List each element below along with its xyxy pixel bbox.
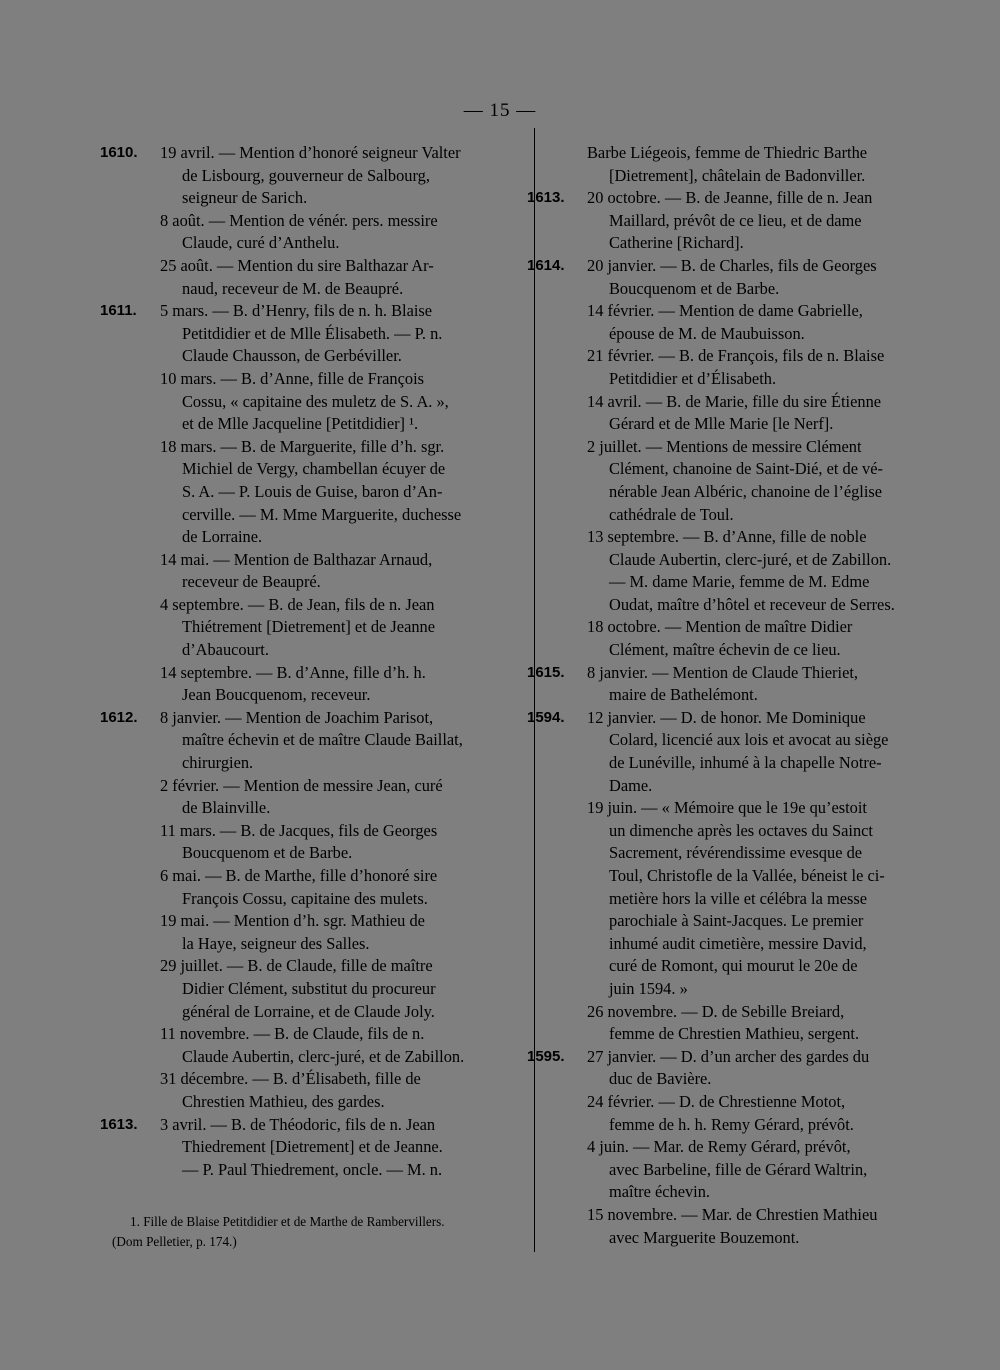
register-entry bbox=[527, 662, 947, 707]
entry-line: 11 mars. — B. de Jacques, fils de Georges bbox=[160, 820, 438, 840]
entry-year: 1613. bbox=[527, 189, 565, 207]
register-entry bbox=[527, 616, 947, 661]
entry-line: Clément, chanoine de Saint-Dié, et de vé- bbox=[609, 459, 883, 479]
entry-line: 4 septembre. — B. de Jean, fils de n. Jean bbox=[160, 594, 435, 614]
entry-line: épouse de M. de Maubuisson. bbox=[609, 323, 805, 343]
entry-line: 27 janvier. — D. d’un archer des gardes du bbox=[587, 1046, 870, 1066]
entry-line: 14 avril. — B. de Marie, fille du sire Étienne bbox=[587, 391, 882, 411]
entry-line: 24 février. — D. de Chrestienne Motot, bbox=[587, 1091, 846, 1111]
entry-line: Dame. bbox=[609, 775, 653, 795]
entry-line: receveur de Beaupré. bbox=[182, 572, 321, 592]
entry-line: 2 février. — Mention de messire Jean, curé bbox=[160, 775, 443, 795]
entry-line: Colard, licencié aux lois et avocat au siège bbox=[609, 730, 889, 750]
entry-line: curé de Romont, qui mourut le 20e de bbox=[609, 956, 858, 976]
register-entry bbox=[100, 549, 520, 594]
entry-line: Barbe Liégeois, femme de Thiedric Barthe bbox=[587, 143, 868, 162]
register-entry bbox=[527, 300, 947, 345]
entry-line: 19 juin. — « Mémoire que le 19e qu’estoit bbox=[587, 798, 867, 818]
entry-line: 6 mai. — B. de Marthe, fille d’honoré sire bbox=[160, 866, 438, 885]
entry-line: — P. Paul Thiedrement, oncle. — M. n. bbox=[182, 1159, 443, 1179]
entry-line: Maillard, prévôt de ce lieu, et de dame bbox=[609, 210, 862, 230]
register-entry bbox=[100, 707, 520, 775]
entry-line: 31 décembre. — B. d’Élisabeth, fille de bbox=[160, 1069, 421, 1089]
entry-line: metière hors la ville et célébra la messe bbox=[609, 888, 868, 908]
entry-line: maître échevin. bbox=[609, 1182, 711, 1202]
entry-line: 8 janvier. — Mention de Claude Thieriet, bbox=[587, 662, 858, 682]
entry-line: duc de Bavière. bbox=[609, 1069, 712, 1089]
entry-line: 14 février. — Mention de dame Gabrielle, bbox=[587, 301, 863, 321]
entry-line: 25 août. — Mention du sire Balthazar Ar- bbox=[160, 255, 434, 275]
entry-line: de Lunéville, inhumé à la chapelle Notre- bbox=[609, 753, 882, 773]
entry-line: maître échevin et de maître Claude Baillat, bbox=[182, 730, 463, 750]
entry-line: Michiel de Vergy, chambellan écuyer de bbox=[182, 459, 446, 479]
register-entry bbox=[100, 1068, 520, 1113]
entry-line: 26 novembre. — D. de Sebille Breiard, bbox=[587, 1001, 845, 1021]
register-entry bbox=[527, 1046, 947, 1091]
register-entry bbox=[100, 775, 520, 820]
entry-line: et de Mlle Jacqueline [Petitdidier] ¹. bbox=[182, 414, 419, 434]
entry-line: 18 mars. — B. de Marguerite, fille d’h. sgr. bbox=[160, 436, 445, 456]
register-entry bbox=[100, 1114, 520, 1182]
entry-line: parochiale à Saint-Jacques. Le premier bbox=[609, 911, 864, 931]
entry-line: 5 mars. — B. d’Henry, fils de n. h. Blaise bbox=[160, 301, 433, 321]
entry-line: 15 novembre. — Mar. de Chrestien Mathieu bbox=[587, 1204, 878, 1224]
register-entry bbox=[527, 1091, 947, 1136]
entry-line: 14 mai. — Mention de Balthazar Arnaud, bbox=[160, 549, 433, 569]
entry-year: 1615. bbox=[527, 663, 565, 681]
register-entry bbox=[100, 210, 520, 255]
entry-year: 1610. bbox=[100, 144, 138, 161]
register-entry bbox=[527, 1204, 947, 1249]
entry-line: 18 octobre. — Mention de maître Didier bbox=[587, 617, 853, 637]
entry-line: inhumé audit cimetière, messire David, bbox=[609, 933, 867, 953]
register-entry bbox=[527, 526, 947, 616]
entry-line: 20 janvier. — B. de Charles, fils de Georges bbox=[587, 255, 877, 275]
entry-line: chirurgien. bbox=[182, 753, 254, 773]
entry-line: Claude Aubertin, clerc-juré, et de Zabillon. bbox=[182, 1046, 465, 1066]
entry-line: Toul, Christofle de la Vallée, béneist le ci- bbox=[609, 866, 885, 885]
entry-line: [Dietrement], châtelain de Badonviller. bbox=[609, 165, 866, 185]
entry-line: S. A. — P. Louis de Guise, baron d’An- bbox=[182, 481, 443, 501]
entry-line: Petitdidier et d’Élisabeth. bbox=[609, 368, 777, 388]
entry-line: femme de Chrestien Mathieu, sergent. bbox=[609, 1024, 860, 1044]
footnote-line: (Dom Pelletier, p. 174.) bbox=[112, 1234, 237, 1249]
entry-line: cathédrale de Toul. bbox=[609, 504, 734, 524]
entry-line: Thiétrement [Dietrement] et de Jeanne bbox=[182, 617, 436, 637]
register-entry bbox=[527, 797, 947, 1000]
entry-line: 10 mars. — B. d’Anne, fille de François bbox=[160, 368, 425, 388]
entry-year: 1611. bbox=[100, 302, 137, 320]
register-entry bbox=[527, 391, 947, 436]
entry-year: 1614. bbox=[527, 256, 565, 274]
entry-line: François Cossu, capitaine des mulets. bbox=[182, 888, 428, 908]
entry-line: de Lisbourg, gouverneur de Salbourg, bbox=[182, 165, 430, 185]
register-entry bbox=[100, 662, 520, 707]
entry-line: Oudat, maître d’hôtel et receveur de Serres. bbox=[609, 594, 895, 614]
entry-line: 2 juillet. — Mentions de messire Clément bbox=[587, 436, 862, 456]
entry-line: 4 juin. — Mar. de Remy Gérard, prévôt, bbox=[587, 1137, 851, 1157]
entry-line: maire de Bathelémont. bbox=[609, 685, 758, 705]
register-entry bbox=[527, 345, 947, 390]
entry-line: cerville. — M. Mme Marguerite, duchesse bbox=[182, 504, 462, 524]
entry-line: de Lorraine. bbox=[182, 527, 263, 547]
entry-line: 20 octobre. — B. de Jeanne, fille de n. Jean bbox=[587, 188, 873, 208]
entry-line: nérable Jean Albéric, chanoine de l’église bbox=[609, 481, 883, 501]
register-entry bbox=[100, 368, 520, 436]
register-entry bbox=[100, 955, 520, 1023]
entry-line: 11 novembre. — B. de Claude, fils de n. bbox=[160, 1024, 425, 1044]
footnote bbox=[112, 1212, 532, 1252]
entry-line: Catherine [Richard]. bbox=[609, 233, 744, 253]
page-number: — 15 — bbox=[463, 100, 537, 121]
entry-line: Chrestien Mathieu, des gardes. bbox=[182, 1091, 385, 1111]
entry-year: 1613. bbox=[100, 1115, 138, 1133]
entry-line: Thiedrement [Dietrement] et de Jeanne. bbox=[182, 1137, 443, 1157]
entry-line: Cossu, « capitaine des muletz de S. A. », bbox=[182, 391, 449, 411]
entry-line: la Haye, seigneur des Salles. bbox=[182, 933, 370, 953]
register-entry bbox=[100, 820, 520, 865]
register-entry bbox=[100, 594, 520, 662]
entry-line: avec Marguerite Bouzemont. bbox=[609, 1227, 800, 1247]
entry-line: 12 janvier. — D. de honor. Me Dominique bbox=[587, 707, 866, 727]
register-entry bbox=[100, 142, 520, 210]
entry-line: Claude, curé d’Anthelu. bbox=[182, 233, 340, 253]
entry-year: 1594. bbox=[527, 708, 565, 726]
entry-line: de Blainville. bbox=[182, 798, 271, 818]
entry-line: 29 juillet. — B. de Claude, fille de maître bbox=[160, 956, 433, 976]
right-column bbox=[527, 142, 947, 1249]
entry-year: 1595. bbox=[527, 1047, 565, 1065]
register-entry bbox=[100, 436, 520, 549]
entry-line: Didier Clément, substitut du procureur bbox=[182, 978, 436, 998]
register-entry bbox=[527, 142, 947, 187]
register-entry bbox=[100, 910, 520, 955]
entry-line: d’Abaucourt. bbox=[182, 640, 269, 660]
entry-line: 21 février. — B. de François, fils de n. Blaise bbox=[587, 346, 885, 366]
entry-line: Claude Chausson, de Gerbéviller. bbox=[182, 346, 402, 366]
entry-line: Jean Boucquenom, receveur. bbox=[182, 685, 371, 705]
entry-line: — M. dame Marie, femme de M. Edme bbox=[609, 572, 870, 592]
entry-line: 14 septembre. — B. d’Anne, fille d’h. h. bbox=[160, 662, 426, 682]
register-entry bbox=[527, 187, 947, 255]
entry-line: seigneur de Sarich. bbox=[182, 188, 308, 208]
entry-year: 1612. bbox=[100, 708, 138, 726]
entry-line: Sacrement, révérendissime evesque de bbox=[609, 843, 863, 863]
entry-line: naud, receveur de M. de Beaupré. bbox=[182, 278, 404, 298]
entry-line: Boucquenom et de Barbe. bbox=[182, 843, 353, 863]
entry-line: 8 janvier. — Mention de Joachim Parisot, bbox=[160, 707, 434, 727]
register-entry bbox=[100, 300, 520, 368]
entry-line: 19 avril. — Mention d’honoré seigneur Valter bbox=[160, 143, 461, 162]
entry-line: Clément, maître échevin de ce lieu. bbox=[609, 640, 841, 660]
entry-line: 19 mai. — Mention d’h. sgr. Mathieu de bbox=[160, 911, 425, 931]
register-entry bbox=[527, 707, 947, 797]
register-entry bbox=[527, 1136, 947, 1204]
entry-line: 3 avril. — B. de Théodoric, fils de n. Jean bbox=[160, 1114, 436, 1134]
register-entry bbox=[100, 1023, 520, 1068]
register-entry bbox=[100, 255, 520, 300]
footnote-line: 1. Fille de Blaise Petitdidier et de Marthe de Rambervillers. bbox=[130, 1214, 445, 1229]
register-entry bbox=[527, 436, 947, 526]
entry-line: 8 août. — Mention de vénér. pers. messire bbox=[160, 210, 438, 230]
entry-line: Gérard et de Mlle Marie [le Nerf]. bbox=[609, 414, 834, 434]
entry-line: un dimenche après les octaves du Sainct bbox=[609, 820, 873, 840]
register-entry bbox=[100, 865, 520, 910]
register-entry bbox=[527, 255, 947, 300]
entry-line: juin 1594. » bbox=[609, 978, 688, 998]
entry-line: Boucquenom et de Barbe. bbox=[609, 278, 780, 298]
entry-line: Petitdidier et de Mlle Élisabeth. — P. n. bbox=[182, 323, 443, 343]
entry-line: 13 septembre. — B. d’Anne, fille de noble bbox=[587, 527, 867, 547]
entry-line: avec Barbeline, fille de Gérard Waltrin, bbox=[609, 1159, 868, 1179]
left-column bbox=[100, 142, 520, 1181]
register-entry bbox=[527, 1001, 947, 1046]
entry-line: Claude Aubertin, clerc-juré, et de Zabillon. bbox=[609, 549, 892, 569]
entry-line: général de Lorraine, et de Claude Joly. bbox=[182, 1001, 435, 1021]
entry-line: femme de h. h. Remy Gérard, prévôt. bbox=[609, 1114, 854, 1134]
